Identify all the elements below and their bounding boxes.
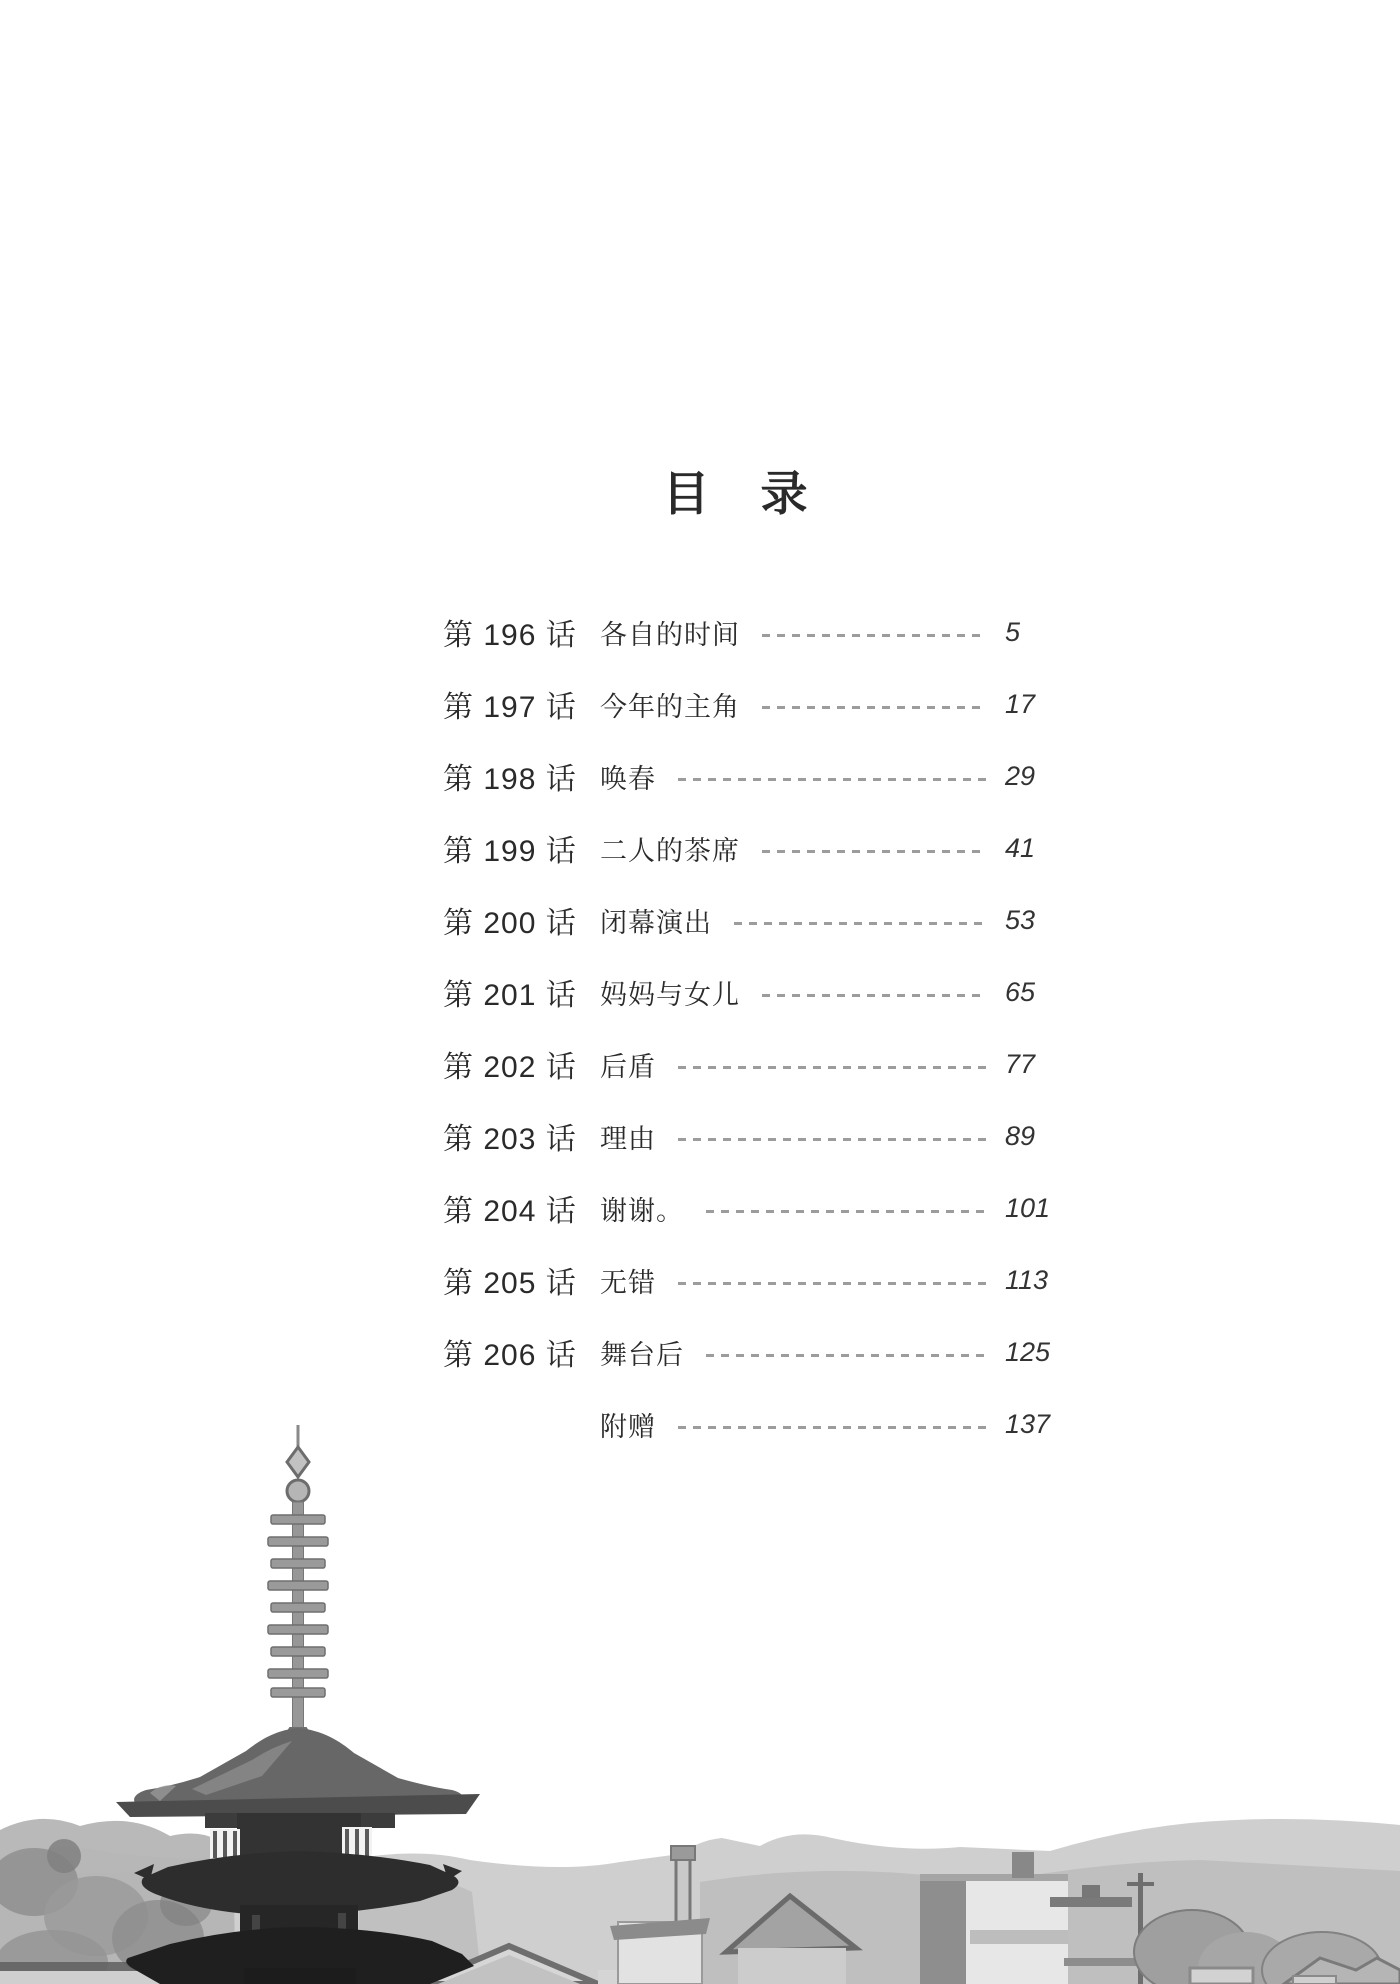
chapter-title: 各自的时间 xyxy=(600,619,740,650)
chimney xyxy=(676,1858,690,1924)
chapter-title: 谢谢。 xyxy=(600,1195,684,1226)
page-number: 101 xyxy=(1005,1192,1051,1223)
chapter-title: 舞台后 xyxy=(600,1339,684,1370)
dash-leader xyxy=(762,634,986,637)
toc-row xyxy=(443,1244,1067,1316)
dash-leader xyxy=(762,994,986,997)
chapter-label: 第 196 话 xyxy=(443,619,577,652)
pagoda-roof-top xyxy=(116,1728,480,1820)
toc-row xyxy=(443,956,1067,1028)
chapter-title: 今年的主角 xyxy=(600,691,740,722)
page-number: 89 xyxy=(1005,1120,1036,1151)
chapter-title: 附赠 xyxy=(600,1411,656,1442)
dash-leader xyxy=(678,1282,986,1285)
page-number: 77 xyxy=(1005,1048,1036,1079)
chapter-label: 第 198 话 xyxy=(443,763,577,796)
page-number: 5 xyxy=(1005,616,1021,647)
dash-leader xyxy=(706,1210,986,1213)
toc-row xyxy=(443,812,1067,884)
dash-leader xyxy=(678,1138,986,1141)
table-of-contents xyxy=(443,596,1067,1460)
chapter-title: 二人的茶席 xyxy=(600,835,740,866)
chapter-title: 唤春 xyxy=(600,763,656,794)
dash-leader xyxy=(678,778,986,781)
page-number: 137 xyxy=(1005,1408,1051,1439)
page-number: 125 xyxy=(1005,1336,1051,1367)
chapter-title: 闭幕演出 xyxy=(600,907,712,938)
pagoda-skyline-illustration xyxy=(0,1410,1400,1984)
toc-row xyxy=(443,1028,1067,1100)
chapter-label: 第 200 话 xyxy=(443,907,577,940)
chapter-title: 后盾 xyxy=(600,1051,656,1082)
page-number: 29 xyxy=(1005,760,1036,791)
toc-row xyxy=(443,596,1067,668)
page-number: 41 xyxy=(1005,832,1036,863)
toc-row xyxy=(443,668,1067,740)
page-number: 113 xyxy=(1005,1264,1049,1295)
dash-leader xyxy=(734,922,986,925)
dash-leader xyxy=(762,706,986,709)
chapter-label: 第 203 话 xyxy=(443,1123,577,1156)
dash-leader xyxy=(706,1354,986,1357)
dash-leader xyxy=(678,1066,986,1069)
chapter-title: 无错 xyxy=(600,1267,656,1298)
toc-row xyxy=(443,1172,1067,1244)
page-number: 17 xyxy=(1005,688,1036,719)
chapter-label: 第 202 话 xyxy=(443,1051,577,1084)
pagoda-spire xyxy=(268,1425,328,1741)
toc-row xyxy=(443,740,1067,812)
chapter-label: 第 206 话 xyxy=(443,1339,577,1372)
page-number: 65 xyxy=(1005,976,1036,1007)
chapter-label: 第 205 话 xyxy=(443,1267,577,1300)
dash-leader xyxy=(762,850,986,853)
page-number: 53 xyxy=(1005,904,1036,935)
toc-row xyxy=(443,1316,1067,1388)
chapter-title: 妈妈与女儿 xyxy=(600,979,740,1010)
chapter-label: 第 201 话 xyxy=(443,979,577,1012)
chapter-label: 第 204 话 xyxy=(443,1195,577,1228)
chapter-label: 第 197 话 xyxy=(443,691,577,724)
toc-row xyxy=(443,884,1067,956)
page-title: 目 录 xyxy=(662,467,810,520)
toc-row xyxy=(443,1100,1067,1172)
chapter-title: 理由 xyxy=(600,1123,656,1154)
chapter-label: 第 199 话 xyxy=(443,835,577,868)
